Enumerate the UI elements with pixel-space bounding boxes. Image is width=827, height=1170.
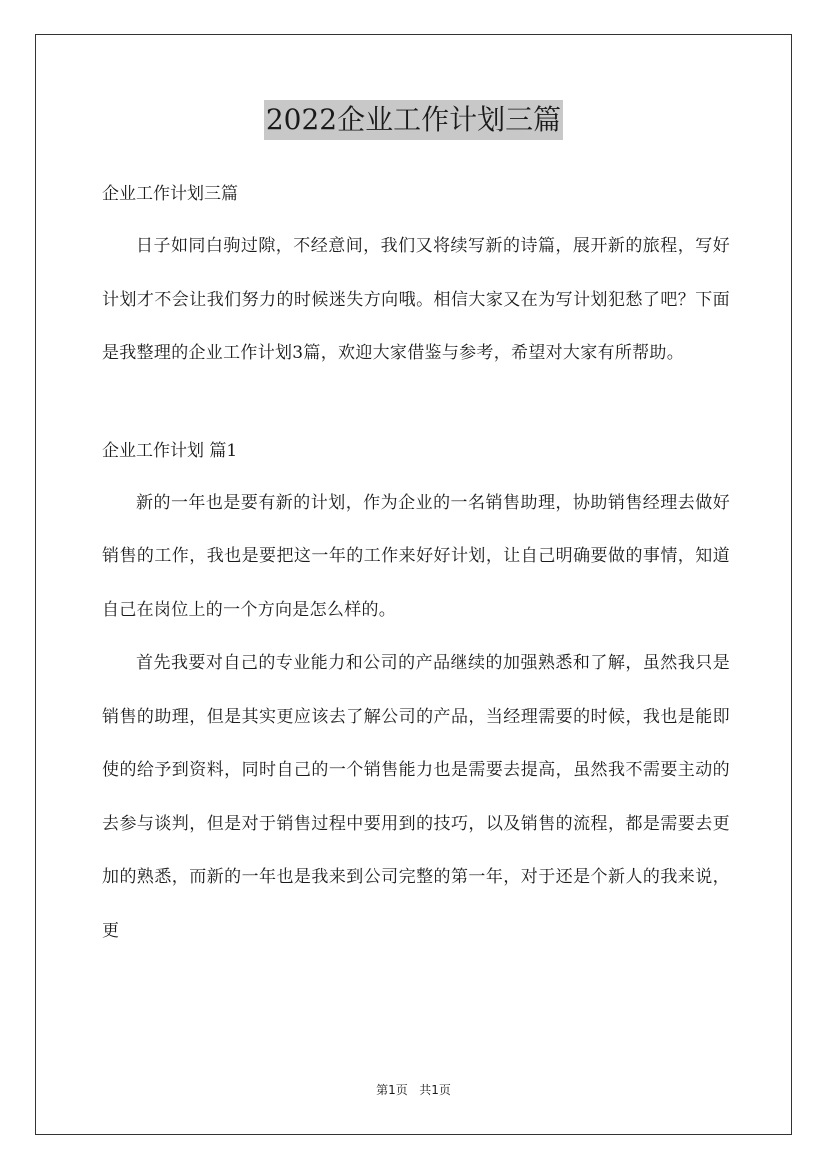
title-container [0,100,827,140]
section-heading: 企业工作计划 篇1 [102,440,238,461]
page-number: 第1页 [376,1083,408,1097]
document-body [102,168,730,958]
page-total: 共1页 [419,1083,451,1097]
body-paragraph: 新的一年也是要有新的计划，作为企业的一名销售助理，协助销售经理去做好销售的工作，我也是要把这一年的工作来好好计划，让自己明确要做的事情，知道自己在岗位上的一个方向是怎么样的。 [102,492,730,620]
document-title: 2022企业工作计划三篇 [264,100,563,140]
main-heading: 企业工作计划三篇 [102,184,238,204]
intro-paragraph: 日子如同白驹过隙，不经意间，我们又将续写新的诗篇，展开新的旅程，写好计划才不会让我们努力的时候迷失方向哦。相信大家又在为写计划犯愁了吧？下面是我整理的企业工作计划3篇，欢迎大家借鉴与参考，希望对大家有所帮助。 [102,236,730,363]
section-gap [102,381,730,425]
body-paragraph: 首先我要对自己的专业能力和公司的产品继续的加强熟悉和了解，虽然我只是销售的助理，但是其实更应该去了解公司的产品，当经理需要的时候，我也是能即使的给予到资料，同时自己的一个销售能力也是需要去提高，虽然我不需要主动的去参与谈判，但是对于销售过程中要用到的技巧，以及销售的流程，都是需要去更加的熟悉，而新的一年也是我来到公司完整的第一年，对于还是个新人的我来说，更 [102,653,730,941]
page-footer [0,1082,827,1098]
